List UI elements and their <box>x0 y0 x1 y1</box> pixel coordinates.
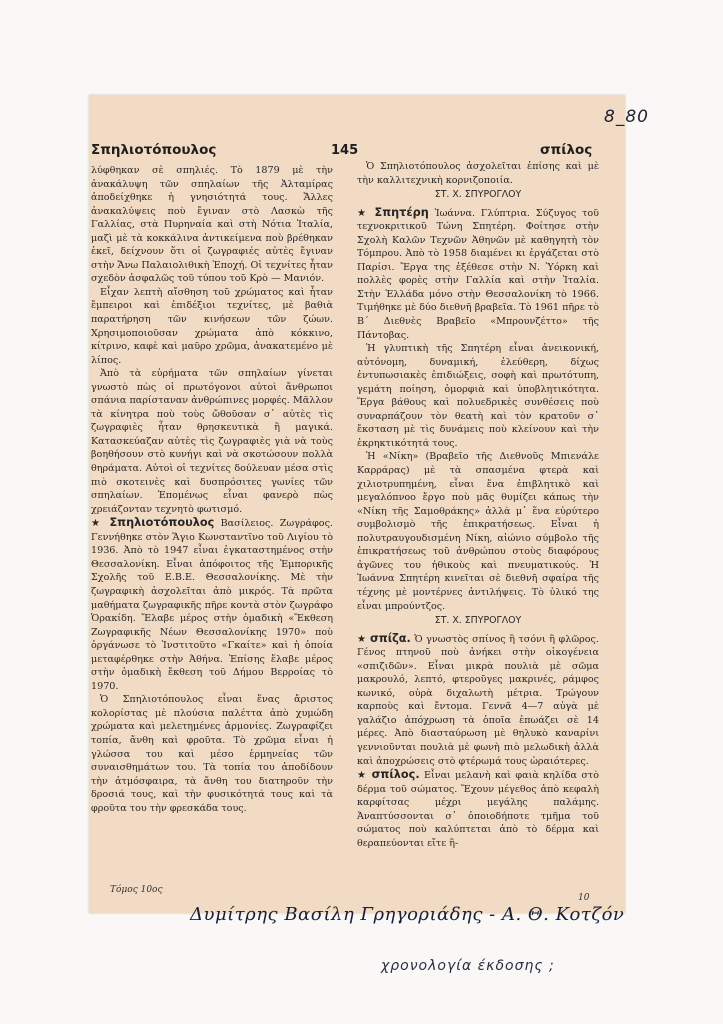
star-icon: ★ <box>357 207 369 219</box>
author-signature: ΣΤ. Χ. ΣΠΥΡΟΓΛΟΥ <box>434 189 522 201</box>
entry-spiza <box>357 632 599 768</box>
entry-spiliotopoulos <box>91 516 333 693</box>
page-number: 145 <box>331 143 359 158</box>
entry-spilos <box>357 768 599 850</box>
running-head-right: σπίλος <box>540 142 593 158</box>
entry-lemma: σπίλος. <box>371 768 420 782</box>
paragraph: Ἡ γλυπτικὴ τῆς Σπητέρη εἶναι ἀνεικονική, αὐτόνομη, δυναμική, ἐλεύθερη, δίχως ἐντυπωσιακὲς ἐπιδιώξεις, σοφὴ καὶ πρωτότυπη, γεμάτη ποίηση, ὁμορφιὰ καὶ ὑποβλητικότητα. Ἔργα βάθους καὶ πολυεδρικὲς συνθέσεις ποὺ συναρπάζουν τὸν θεατὴ καὶ τὸν κρατοῦν σ᾽ ἔκσταση μὲ τὶς δυνάμεις ποὺ κλείνουν καὶ τὴν ἐκρηκτικότητά τους. <box>357 343 599 449</box>
right-column <box>357 160 599 850</box>
entry-text: Ἰωάννα. Γλύπτρια. Σύζυγος τοῦ τεχνοκριτικοῦ Τώνη Σπητέρη. Φοίτησε στὴν Σχολὴ Καλῶν Τεχνῶν Ἀθηνῶν μὲ καθηγητὴ τὸν Τόμπρου. Ἀπὸ τὸ 1958 διαμένει κι ἐργάζεται στὸ Παρίσι. Ἔργα της ἐξέθεσε στὴν Ν. Ὑόρκη καὶ πολλὲς φορὲς στὴν Γαλλία καὶ στὴν Ἰταλία. Στὴν Ἑλλάδα μόνο στὴν Θεσσαλονίκη τὸ 1966. Τιμήθηκε μὲ δύο διεθνῆ βραβεῖα. Τὸ 1961 πῆρε τὸ Β΄ Διεθνὲς Βραβεῖο «Μπρουνζέττο» τῆς Πάντοβας. <box>357 207 599 341</box>
paragraph: Ἡ «Νίκη» (Βραβεῖο τῆς Διεθνοῦς Μπιενάλε Καρράρας) μὲ τὰ σπασμένα φτερὰ καὶ χιλιοτρυπημένη, εἶναι ἕνα ἐπιβλητικὸ καὶ μεγαλόπνοο ἔργο ποὺ μᾶς θυμίζει κάπως τὴν «Νίκη τῆς Σαμοθράκης» ἀλλὰ μ᾽ ἕνα εὐρύτερο συμβολισμὸ τῆς ἐπικρατήσεως. Εἶναι ἡ πολυτραυγουδισμένη Νίκη, αἰώνιο σύμβολο τῆς ἐπικρατήσεως τοῦ ἀνθρώπου στοὺς διαφόρους ἀγῶνες του ἠθικοὺς καὶ πνευματικούς. Ἡ Ἰωάννα Σπητέρη κινεῖται σὲ διεθνῆ σφαίρα τῆς τέχνης μὲ μοντέρνες ἀντιλήψεις. Τὸ ὑλικό της εἶναι μπρούντζος. <box>357 451 599 612</box>
entry-text: Βασίλειος. Ζωγράφος. Γεννήθηκε στὸν Ἅγιο Κωνσταντῖνο τοῦ Λιγίου τὸ 1936. Ἀπὸ τὸ 1947 εἶναι ἐγκαταστημένος στὴν Θεσσαλονίκη. Εἶναι ἀπόφοιτος τῆς Ἐμπορικῆς Σχολῆς τοῦ Ε.Β.Ε. Θεσσαλονίκης. Μὲ τὴν ζωγραφικὴ ἀσχολεῖται ἀπὸ μικρός. Τὰ πρῶτα μαθήματα ζωγραφικῆς πῆρε κοντὰ στὸν ζωγράφο Ὁρακίδη. Ἔλαβε μέρος στὴν ὁμαδικὴ «Ἔκθεση Ζωγραφικῆς Νέων Θεσσαλονίκης 1970» ποὺ ὀργάνωσε τὸ Ἰνστιτοῦτο «Γκαίτε» καὶ ἡ ὁποία μεταφέρθηκε στὴν Ἀθήνα. Ἐπίσης ἔλαβε μέρος στὴν ὁμαδικὴ ἔκθεση τοῦ Δήμου Βερροίας τὸ 1970. <box>91 518 333 692</box>
entry-lemma: σπίζα. <box>369 631 411 645</box>
author-signature: ΣΤ. Χ. ΣΠΥΡΟΓΛΟΥ <box>434 615 522 627</box>
running-head-left: Σπηλιοτόπουλος <box>91 142 217 158</box>
handwritten-note: χρονολογία έκδοσης ; <box>381 958 555 974</box>
paragraph: Ὁ Σπηλιοτόπουλος εἶναι ἕνας ἄριστος κολορίστας μὲ πλούσια παλέττα ἀπὸ χυμώδη χρώματα καὶ μελετημένες ἁρμονίες. Ζωγραφίζει τοπία, ἄνθη καὶ φροῦτα. Τὸ χρῶμα εἶναι ἡ γλώσσα του καὶ μέσο ἑρμηνείας τῶν συναισθημάτων του. Τὰ τοπία του ἀποδίδουν τὴν ἀτμόσφαιρα, τὰ ἄνθη του διατηροῦν τὴν δροσιά τους, καὶ τὴν φυσικότητά τους καὶ τὰ φροῦτα του τὴν φρεσκάδα τους. <box>91 694 333 814</box>
entry-lemma: Σπηλιοτόπουλος <box>109 516 215 530</box>
star-icon: ★ <box>91 518 104 530</box>
volume-label: Τόμος 10ος <box>110 885 163 895</box>
entry-lemma: Σπητέρη <box>374 205 429 219</box>
left-column <box>91 164 333 815</box>
sheet-number: 10 <box>578 893 590 903</box>
paragraph: λύφθηκαν σὲ σπηλιές. Τὸ 1879 μὲ τὴν ἀνακάλυψη τῶν σπηλαίων τῆς Ἀλταμίρας ἀποδείχθηκε ἡ γνησιότητά τους. Ἄλλες ἀνακαλύψεις ποὺ ἔγιναν στὸ Λασκὼ τῆς Γαλλίας, στὰ Πυρηναία καὶ στὴ Νότια Ἰταλία, μαζὶ μὲ τὰ κοκκάλινα ἀντικείμενα ποὺ βρέθηκαν ἐκεῖ, δείχνουν ὅτι οἱ ζωγραφιές αὐτὲς ἔγιναν στὴν Ἄνω Παλαιολιθικὴ Ἐποχή. Οἱ τεχνίτες ἦταν σχεδὸν ἀσφαλῶς τοῦ τύπου τοῦ Κρὸ — Μανιόν. <box>91 165 333 285</box>
entry-text: Ὁ γνωστὸς σπίνος ἢ τσόνι ἢ φλῶρος. Γένος πτηνοῦ ποὺ ἀνήκει στὴν οἰκογένεια «σπιζιδῶν». Εἶναι μικρὰ πουλιὰ μὲ σῶμα μακρουλό, λεπτό, φτεροῦγες μακρινές, ράμφος κωνικό, οὐρὰ διχαλωτὴ μέτρια. Τρώγουν καρποὺς καὶ ἔντομα. Γεννᾶ 4—7 αὐγὰ μὲ γαλάζιο ἀπόχρωση τὰ ὁποῖα ἐπωάζει σὲ 14 μέρες. Ἀπὸ διασταύρωση μὲ θηλυκὸ καναρίνι γεννιοῦνται πουλιὰ μὲ φωνὴ πιὸ μελωδικὴ ἀλλὰ καὶ ἀποχρώσεις στὸ φτέρωμά τους ὡραιότερες. <box>357 633 599 767</box>
handwritten-page-mark: 8_80 <box>604 107 649 127</box>
paragraph: Ὁ Σπηλιοτόπουλος ἀσχολεῖται ἐπίσης καὶ μὲ τὴν καλλιτεχνικὴ κορνιζοποιία. <box>357 161 599 186</box>
entry-spiteri <box>357 206 599 342</box>
star-icon: ★ <box>357 770 368 782</box>
entry-text: Εἶναι μελανὴ καὶ φαιὰ κηλίδα στὸ δέρμα τοῦ σώματος. Ἔχουν μέγεθος ἀπὸ κεφαλὴ καρφίτσας μέχρι μεγάλης παλάμης. Ἀναπτύσσονται σ᾽ ὁποιοδήποτε τμῆμα τοῦ σώματος ποὺ καλύπτεται ἀπὸ τὸ δέρμα καὶ θεραπεύονται εἴτε ἢ- <box>357 770 599 849</box>
handwritten-signature: Δυμίτρης Βασίλη Γρηγοριάδης - Α. Θ. Κοτζόν <box>190 904 625 925</box>
paragraph: Εἶχαν λεπτὴ αἴσθηση τοῦ χρώματος καὶ ἦταν ἔμπειροι καὶ ἐπιδέξιοι τεχνίτες, μὲ βαθιὰ παρατήρηση τῶν κινήσεων τῶν ζώων. Χρησιμοποιοῦσαν χρώματα ἀπὸ κόκκινο, κίτρινο, καφὲ καὶ μαῦρο χρῶμα, ἀνακατεμένο μὲ λίπος. <box>91 286 333 366</box>
star-icon: ★ <box>357 633 367 645</box>
paragraph: Ἀπὸ τὰ εὑρήματα τῶν σπηλαίων γίνεται γνωστὸ πὼς οἱ πρωτόγονοι αὐτοὶ ἄνθρωποι σπάνια παρίσταναν ἀνθρώπινες μορφές. Μᾶλλον τὰ κίνητρα ποὺ τοὺς ὤθοῦσαν σ᾽ αὐτὲς τὶς ζωγραφιὲς ἦταν θρησκευτικὰ ἢ μαγικά. Κατασκεύαζαν αὐτὲς τὶς ζωγραφιὲς γιὰ νὰ τοὺς βοηθήσουν στὸ κυνήγι καὶ νὰ σκοτώσουν πολλὰ θηράματα. Αὐτοὶ οἱ τεχνίτες δούλευαν μέσα στὶς πιὸ σκοτεινὲς καὶ δυσπρόσιτες γωνίες τῶν σπηλαίων. Ἑπομένως εἶναι φανερὸ πὼς χρειάζονταν τεχνητὸ φωτισμό. <box>91 368 333 515</box>
